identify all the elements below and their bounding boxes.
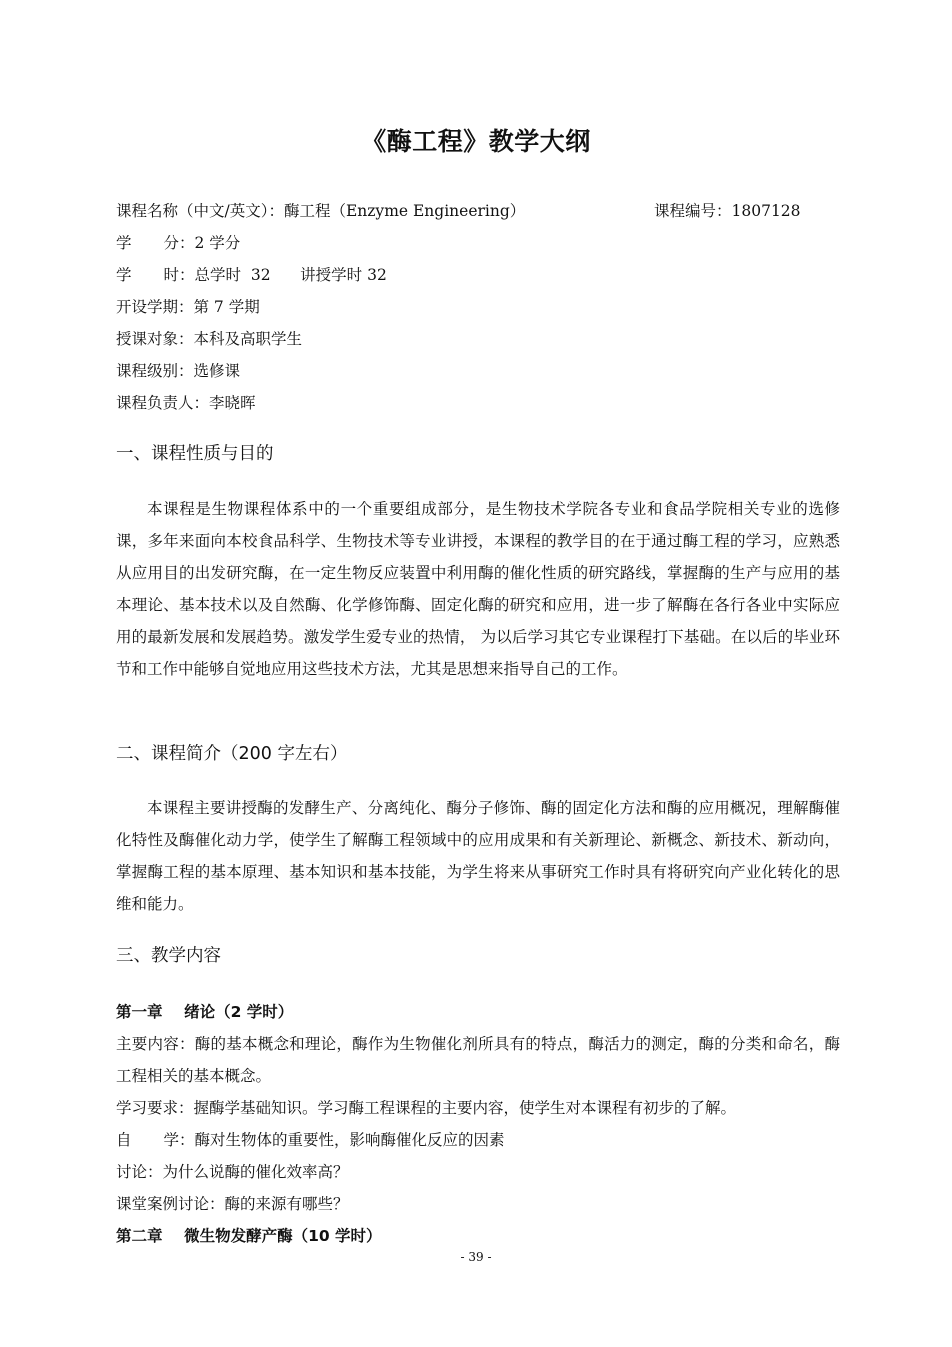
credit-row	[116, 230, 840, 262]
course-name: 课程名称（中文/英文）：酶工程（Enzyme Engineering）	[116, 202, 526, 220]
audience-row: 授课对象：本科及高职学生	[116, 330, 303, 348]
chapter-1-content: 主要内容：酶的基本概念和理论，酶作为生物催化剂所具有的特点，酶活力的测定，酶的分类和命名，酶工程相关的基本概念。	[116, 1035, 840, 1085]
chapter-1-case: 课堂案例讨论：酶的来源有哪些？	[116, 1195, 349, 1213]
level-row: 课程级别：选修课	[116, 362, 241, 380]
credit-label-a: 学	[116, 234, 132, 252]
section-heading-1: 一、课程性质与目的	[116, 444, 274, 464]
course-code: 课程编号：1807128	[654, 202, 801, 220]
chapter-1-title: 第一章 绪论（2 学时）	[116, 1003, 294, 1021]
chapter-block	[116, 996, 840, 1252]
course-name-row	[116, 198, 840, 230]
chapter-2-title: 第二章 微生物发酵产酶（10 学时）	[116, 1227, 382, 1245]
section-heading-3: 三、教学内容	[116, 946, 221, 966]
self-study-label-a: 自	[116, 1131, 132, 1149]
page-number: - 39 -	[460, 1250, 492, 1264]
hours-row	[116, 262, 840, 294]
chapter-1-self-study	[116, 1124, 840, 1156]
section-body-2: 本课程主要讲授酶的发酵生产、分离纯化、酶分子修饰、酶的固定化方法和酶的应用概况，理解酶催化特性及酶催化动力学，使学生了解酶工程领域中的应用成果和有关新理论、新概念、新技术、新动向，掌握酶工程的基本原理、基本知识和基本技能，为学生将来从事研究工作时具有将研究向产业化转化的思维和能力。	[116, 799, 840, 913]
chapter-1-discussion: 讨论：为什么说酶的催化效率高？	[116, 1163, 349, 1181]
self-study-value: 学：酶对生物体的重要性，影响酶催化反应的因素	[163, 1131, 505, 1149]
section-heading-2: 二、课程简介（200 字左右）	[116, 744, 348, 764]
semester-row: 开设学期：第 7 学期	[116, 298, 260, 316]
credit-value: 分：2 学分	[163, 234, 241, 252]
course-info	[116, 198, 840, 422]
chapter-1-requirement: 学习要求：握酶学基础知识。学习酶工程课程的主要内容，使学生对本课程有初步的了解。	[116, 1099, 737, 1117]
section-body-1: 本课程是生物课程体系中的一个重要组成部分，是生物技术学院各专业和食品学院相关专业的选修课，多年来面向本校食品科学、生物技术等专业讲授，本课程的教学目的在于通过酶工程的学习，应熟悉从应用目的出发研究酶，在一定生物反应装置中利用酶的催化性质的研究路线，掌握酶的生产与应用的基本理论、基本技术以及自然酶、化学修饰酶、固定化酶的研究和应用，进一步了解酶在各行各业中实际应用的最新发展和发展趋势。激发学生爱专业的热情， 为以后学习其它专业课程打下基础。在以后的毕业环节和工作中能够自觉地应用这些技术方法，尤其是思想来指导自己的工作。	[116, 500, 840, 678]
owner-row: 课程负责人：李晓晖	[116, 394, 256, 412]
hours-label-a: 学	[116, 266, 132, 284]
document-title: 《酶工程》教学大纲	[361, 127, 591, 156]
hours-value: 时：总学时 32 讲授学时 32	[163, 266, 387, 284]
